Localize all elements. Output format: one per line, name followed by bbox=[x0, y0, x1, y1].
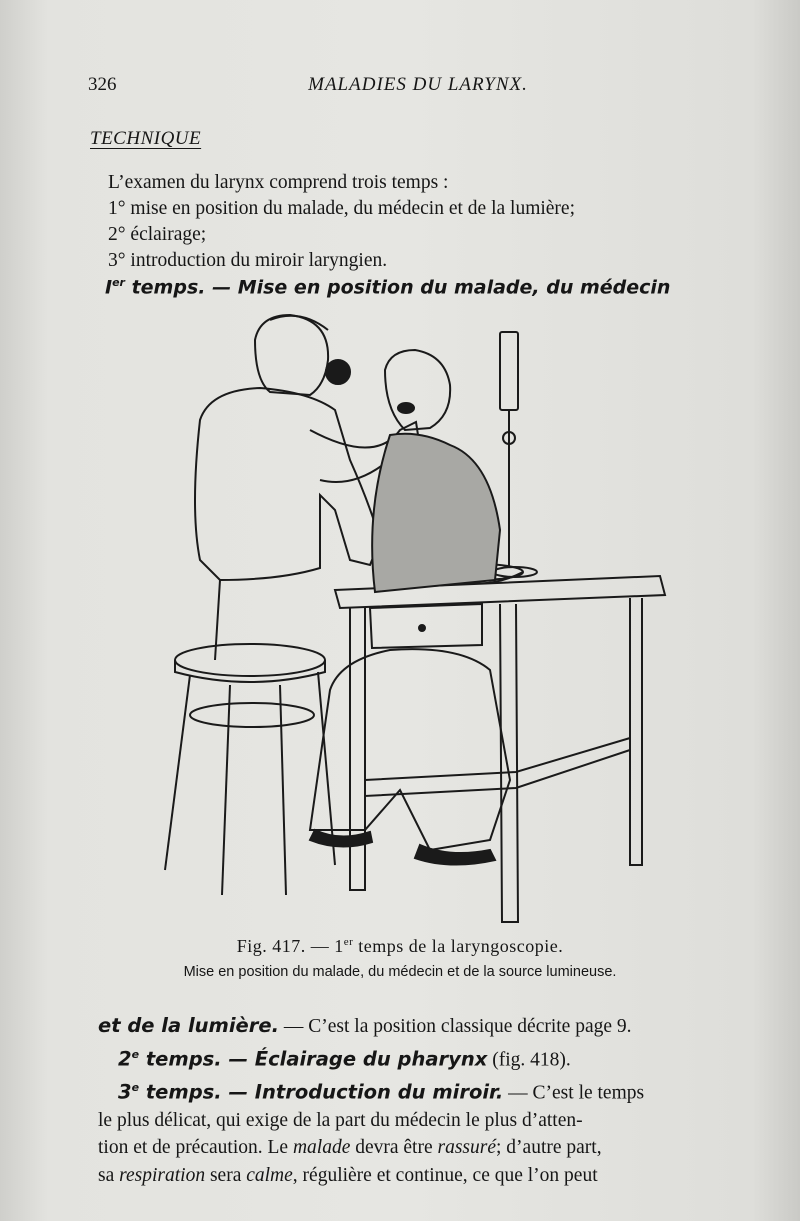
head-mirror bbox=[326, 360, 350, 384]
body-line: 2e temps. — Éclairage du pharynx (fig. 418). bbox=[118, 1047, 571, 1070]
patient-head bbox=[385, 350, 450, 430]
intro-line: 2° éclairage; bbox=[108, 224, 207, 245]
intro-line: 3° introduction du miroir laryngien. bbox=[108, 250, 388, 271]
patient-skirt bbox=[310, 649, 510, 850]
patient-shoe bbox=[415, 845, 495, 865]
lamp-shade bbox=[500, 332, 518, 410]
intro-line: L’examen du larynx comprend trois temps : bbox=[108, 172, 449, 193]
body-line: sa respiration sera calme, régulière et continue, ce que l’on peut bbox=[98, 1164, 598, 1186]
patient-torso bbox=[372, 434, 500, 592]
laryngoscopy-illustration bbox=[160, 310, 680, 930]
stool-seat bbox=[175, 644, 325, 676]
stool-ring bbox=[190, 703, 314, 727]
patient-mouth bbox=[398, 403, 414, 413]
body-line: le plus délicat, qui exige de la part du médecin le plus d’atten- bbox=[98, 1109, 583, 1131]
doctor-shoe bbox=[310, 830, 372, 847]
table-leg bbox=[350, 608, 365, 890]
table-drawer bbox=[370, 604, 482, 648]
drawer-knob bbox=[419, 625, 425, 631]
body-line: 3e temps. — Introduction du miroir. — C’est le temps bbox=[118, 1080, 645, 1103]
doctor-coat bbox=[195, 388, 380, 580]
table-leg bbox=[630, 598, 642, 865]
figure-subcaption: Mise en position du malade, du médecin et de la source lumineuse. bbox=[183, 964, 617, 980]
intro-line: 1° mise en position du malade, du médecin et de la lumière; bbox=[108, 198, 576, 219]
running-header bbox=[88, 74, 748, 102]
body-line: et de la lumière. — C’est la position classique décrite page 9. bbox=[98, 1014, 632, 1037]
intro-list bbox=[108, 170, 575, 274]
page-number: 326 bbox=[88, 74, 117, 95]
stool-leg bbox=[165, 675, 190, 870]
doctor-coat-edge bbox=[215, 580, 220, 660]
stool-leg bbox=[222, 685, 230, 895]
table-shelf bbox=[365, 738, 630, 796]
stool-leg bbox=[280, 685, 286, 895]
body-line: tion et de précaution. Le malade devra être rassuré; d’autre part, bbox=[98, 1137, 602, 1158]
step1-heading: Ier temps. — Mise en position du malade, du médecin bbox=[105, 276, 671, 299]
section-heading: TECHNIQUE bbox=[90, 128, 202, 149]
body-text bbox=[98, 1012, 754, 1189]
running-title: MALADIES DU LARYNX. bbox=[308, 74, 528, 95]
table-leg bbox=[500, 604, 518, 922]
figure-caption: Fig. 417. — 1er temps de la laryngoscopie. bbox=[236, 936, 564, 956]
doctor-head bbox=[255, 315, 328, 395]
